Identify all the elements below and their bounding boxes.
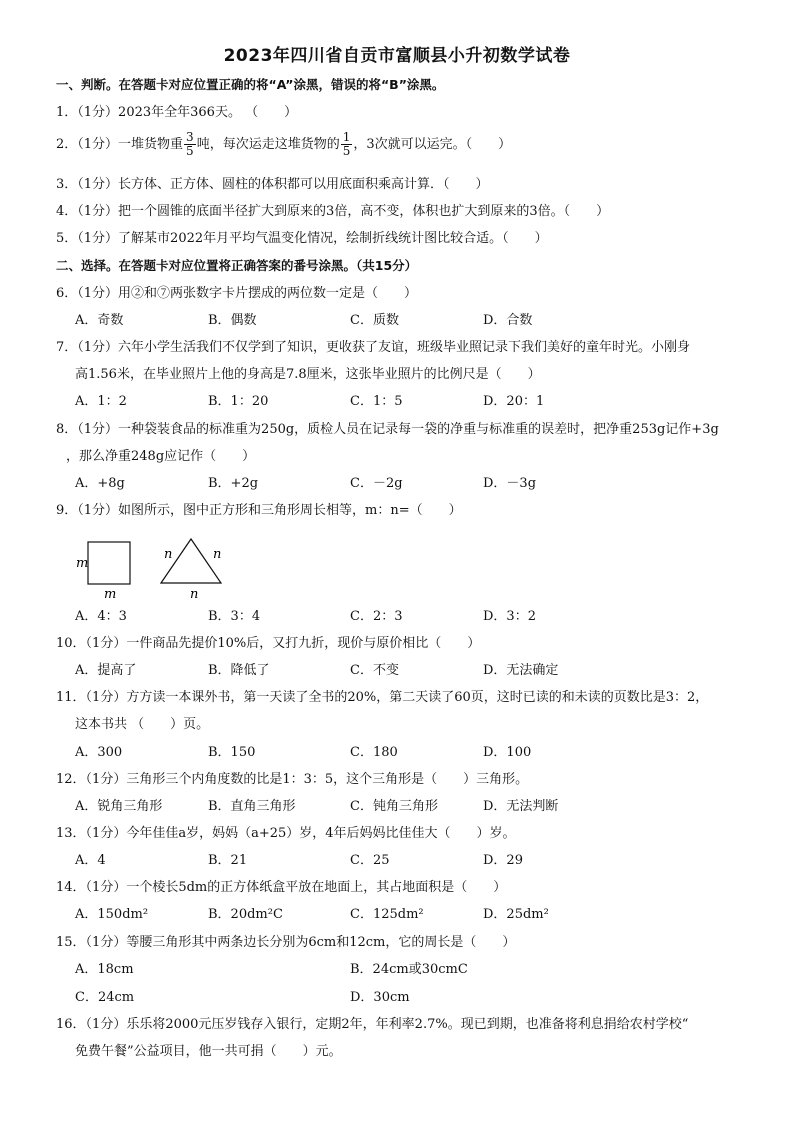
q10-option-a: A．提高了 (75, 663, 137, 678)
question-11-line-1: 11．（1分）方方读一本课外书，第一天读了全书的20%，第二天读了60页，这时已读的和未读的页数比是3：2， (56, 690, 709, 705)
q8-option-c: C．－2g (350, 476, 403, 491)
q12-option-b: B．直角三角形 (208, 799, 296, 814)
question-15: 15．（1分）等腰三角形其中两条边长分别为6cm和12cm，它的周长是（ ） (56, 935, 516, 950)
question-7-line-2: 高1.56米，在毕业照片上他的身高是7.8厘米，这张毕业照片的比例尺是（ ） (75, 367, 541, 382)
square-side-label-bottom: m (104, 587, 117, 602)
q11-option-d: D．100 (483, 745, 532, 760)
q11-option-b: B．150 (208, 745, 256, 760)
question-2 (56, 130, 511, 160)
q8-option-a: A．+8g (75, 476, 125, 491)
question-2-text-post: ，3次就可以运完。（ ） (353, 137, 512, 152)
q12-option-c: C．钝角三角形 (350, 799, 438, 814)
q7-option-d: D．20：1 (483, 394, 545, 409)
question-10: 10．（1分）一件商品先提价10%后，又打九折，现价与原价相比（ ） (56, 636, 481, 651)
question-14: 14．（1分）一个棱长5dm的正方体纸盒平放在地面上，其占地面积是（ ） (56, 880, 507, 895)
question-2-text-mid: 吨，每次运走这堆货物的 (196, 137, 340, 152)
question-16-line-1: 16．（1分）乐乐将2000元压岁钱存入银行，定期2年，年利率2.7%。现已到期，也准备将利息捐给农村学校“ (56, 1017, 689, 1032)
question-9: 9．（1分）如图所示，图中正方形和三角形周长相等，m：n=（ ） (56, 503, 462, 518)
q13-option-b: B．21 (208, 853, 248, 868)
q8-option-d: D．－3g (483, 476, 537, 491)
question-5: 5．（1分）了解某市2022年月平均气温变化情况，绘制折线统计图比较合适。（ ） (56, 231, 548, 246)
square-side-label-left: m (76, 556, 89, 571)
q14-option-d: D．25dm² (483, 907, 549, 922)
q10-option-c: C．不变 (350, 663, 399, 678)
q6-option-a: A．奇数 (75, 313, 124, 328)
q12-option-a: A．锐角三角形 (75, 799, 163, 814)
q14-option-c: C．125dm² (350, 907, 424, 922)
section-heading-choice: 二、选择。在答题卡对应位置将正确答案的番号涂黑。（共15分） (56, 258, 418, 273)
q6-option-c: C．质数 (350, 313, 399, 328)
q6-option-b: B．偶数 (208, 313, 257, 328)
triangle-side-label-left: n (164, 547, 173, 562)
q9-option-c: C．2：3 (350, 609, 403, 624)
question-2-text-pre: 2．（1分）一堆货物重 (56, 137, 184, 152)
question-16-line-2: 免费午餐”公益项目，他一共可捐（ ）元。 (75, 1044, 342, 1059)
q14-option-a: A．150dm² (75, 907, 149, 922)
q9-option-a: A．4：3 (75, 609, 127, 624)
question-13: 13．（1分）今年佳佳a岁，妈妈（a+25）岁，4年后妈妈比佳佳大（ ）岁。 (56, 826, 516, 841)
q15-option-d: D．30cm (350, 990, 410, 1005)
question-8-line-2: ，那么净重248g应记作（ ） (66, 449, 256, 464)
question-7-line-1: 7．（1分）六年小学生活我们不仅学到了知识，更收获了友谊，班级毕业照记录下我们美好的童年时光。小刚身 (56, 340, 691, 355)
q14-option-b: B．20dm²C (208, 907, 283, 922)
q13-option-a: A．4 (75, 853, 106, 868)
q11-option-c: C．180 (350, 745, 398, 760)
triangle-side-label-right: n (213, 547, 222, 562)
q10-option-d: D．无法确定 (483, 663, 559, 678)
q15-option-c: C．24cm (75, 990, 135, 1005)
q9-option-d: D．3：2 (483, 609, 536, 624)
square-shape (88, 542, 130, 584)
q10-option-b: B．降低了 (208, 663, 270, 678)
q8-option-b: B．+2g (208, 476, 259, 491)
q7-option-b: B．1：20 (208, 394, 269, 409)
question-11-line-2: 这本书共 （ ）页。 (75, 717, 210, 732)
question-3: 3．（1分）长方体、正方体、圆柱的体积都可以用底面积乘高计算．（ ） (56, 177, 489, 192)
question-12: 12．（1分）三角形三个内角度数的比是1：3：5，这个三角形是（ ）三角形。 (56, 772, 529, 787)
question-4: 4．（1分）把一个圆锥的底面半径扩大到原来的3倍，高不变，体积也扩大到原来的3倍。（ ） (56, 204, 610, 219)
q9-figure (0, 536, 794, 606)
question-6: 6．（1分）用②和⑦两张数字卡片摆成的两位数一定是（ ） (56, 286, 418, 301)
q15-option-a: A．18cm (75, 962, 134, 977)
section-heading-judgement: 一、判断。在答题卡对应位置正确的将“A”涂黑，错误的将“B”涂黑。 (56, 77, 445, 92)
q12-option-d: D．无法判断 (483, 799, 559, 814)
q9-option-b: B．3：4 (208, 609, 261, 624)
question-8-line-1: 8．（1分）一种袋装食品的标准重为250g，质检人员在记录每一袋的净重与标准重的误差时，把净重253g记作+3g (56, 422, 719, 437)
q13-option-d: D．29 (483, 853, 523, 868)
q7-option-c: C．1：5 (350, 394, 403, 409)
q13-option-c: C．25 (350, 853, 390, 868)
q15-option-b: B．24cm或30cmC (350, 962, 468, 977)
question-1: 1．（1分）2023年全年366天。 （ ） (56, 105, 298, 120)
fraction-one-fifth: $\frac{1}{5}$ (342, 130, 351, 158)
page-title: 2023年四川省自贡市富顺县小升初数学试卷 (223, 46, 571, 66)
q11-option-a: A．300 (75, 745, 123, 760)
triangle-side-label-bottom: n (190, 587, 199, 602)
q7-option-a: A．1：2 (75, 394, 127, 409)
fraction-three-fifths: $\frac{3}{5}$ (186, 130, 194, 158)
q6-option-d: D．合数 (483, 313, 533, 328)
